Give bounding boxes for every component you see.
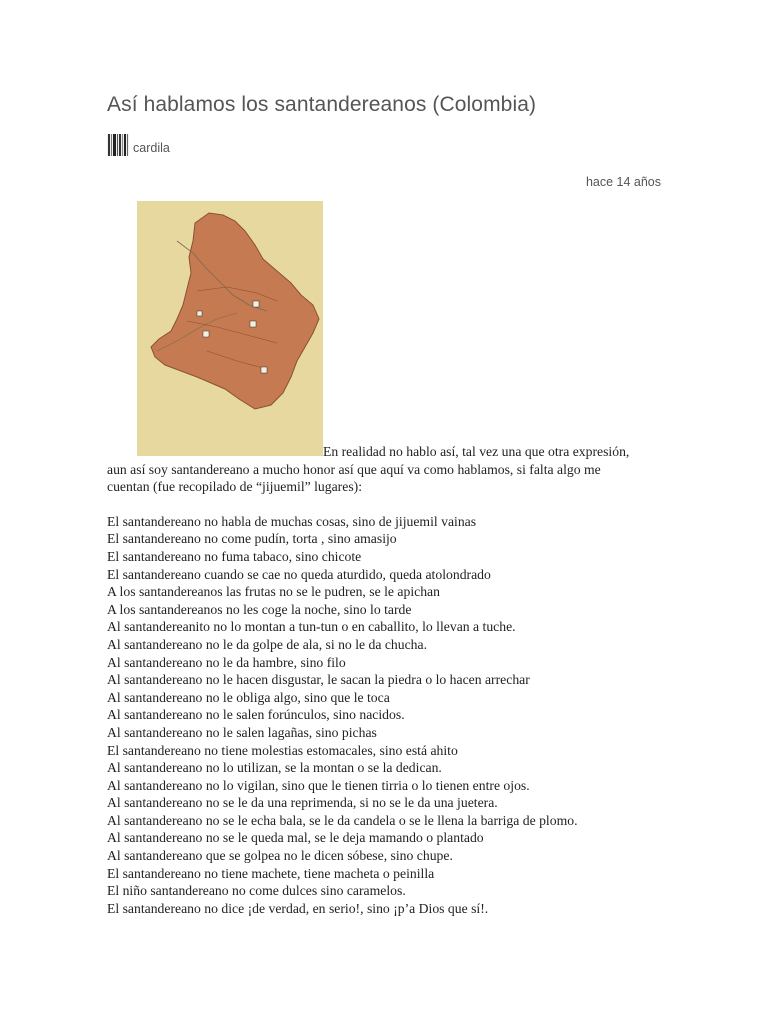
expression-line: El santandereano cuando se cae no queda aturdido, queda atolondrado <box>107 566 491 582</box>
map-marker <box>197 311 202 316</box>
expression-line: Al santandereano no le salen lagañas, sino pichas <box>107 724 377 740</box>
expression-line: El santandereano no tiene machete, tiene macheta o peinilla <box>107 865 435 881</box>
expression-line: El santandereano no fuma tabaco, sino chicote <box>107 548 362 564</box>
expression-line: Al santandereano no lo vigilan, sino que le tienen tirria o lo tienen entre ojos. <box>107 777 530 793</box>
map-marker <box>261 367 267 373</box>
expression-line: A los santandereanos no les coge la noche, sino lo tarde <box>107 601 412 617</box>
map-marker <box>253 301 259 307</box>
map-marker <box>203 331 209 337</box>
intro-line: cuentan (fue recopilado de “jijuemil” lugares): <box>107 479 363 495</box>
expression-line: Al santandereano no le obliga algo, sino que le toca <box>107 689 390 705</box>
expression-line: Al santandereano no le da golpe de ala, si no le da chucha. <box>107 636 428 652</box>
expression-list <box>107 513 667 918</box>
page-title: Así hablamos los santandereanos (Colombia) <box>107 93 537 116</box>
intro-line: aun así soy santandereano a mucho honor así que aquí va como hablamos, si falta algo me <box>107 461 601 477</box>
expression-line: A los santandereanos las frutas no se le pudren, se le apichan <box>107 584 440 600</box>
expression-line: El niño santandereano no come dulces sino caramelos. <box>107 883 406 899</box>
author-row[interactable] <box>107 132 170 156</box>
expression-line: Al santandereano que se golpea no le dicen sóbese, sino chupe. <box>107 848 453 864</box>
author-name[interactable]: cardila <box>133 141 170 155</box>
expression-line: El santandereano no dice ¡de verdad, en serio!, sino ¡p’a Dios que sí!. <box>107 900 489 916</box>
expression-line: El santandereano no habla de muchas cosas, sino de jijuemil vainas <box>107 513 477 529</box>
expression-line: El santandereano no come pudín, torta , sino amasijo <box>107 531 397 547</box>
expression-line: Al santandereano no le da hambre, sino filo <box>107 654 346 670</box>
expression-line: Al santandereano no le salen forúnculos, sino nacidos. <box>107 707 405 723</box>
expression-line: Al santandereanito no lo montan a tun-tun o en caballito, lo llevan a tuche. <box>107 619 516 635</box>
post-timestamp: hace 14 años <box>585 175 661 189</box>
expression-line: Al santandereano no se le queda mal, se le deja mamando o plantado <box>107 830 484 846</box>
article-body <box>107 443 667 917</box>
map-marker <box>250 321 256 327</box>
expression-line: El santandereano no tiene molestias estomacales, sino está ahito <box>107 742 458 758</box>
expression-line: Al santandereano no le hacen disgustar, le sacan la piedra o lo hacen arrechar <box>107 672 530 688</box>
expression-line: Al santandereano no lo utilizan, se la montan o se la dedican. <box>107 760 442 776</box>
avatar[interactable] <box>107 134 129 156</box>
expression-line: Al santandereano no se le da una reprimenda, si no se le da una juetera. <box>107 795 498 811</box>
expression-line: Al santandereano no se le echa bala, se le da candela o se le llena la barriga de plomo. <box>107 812 578 828</box>
map-of-santander-image <box>137 201 323 456</box>
intro-line: En realidad no hablo así, tal vez una que otra expresión, <box>323 444 630 459</box>
